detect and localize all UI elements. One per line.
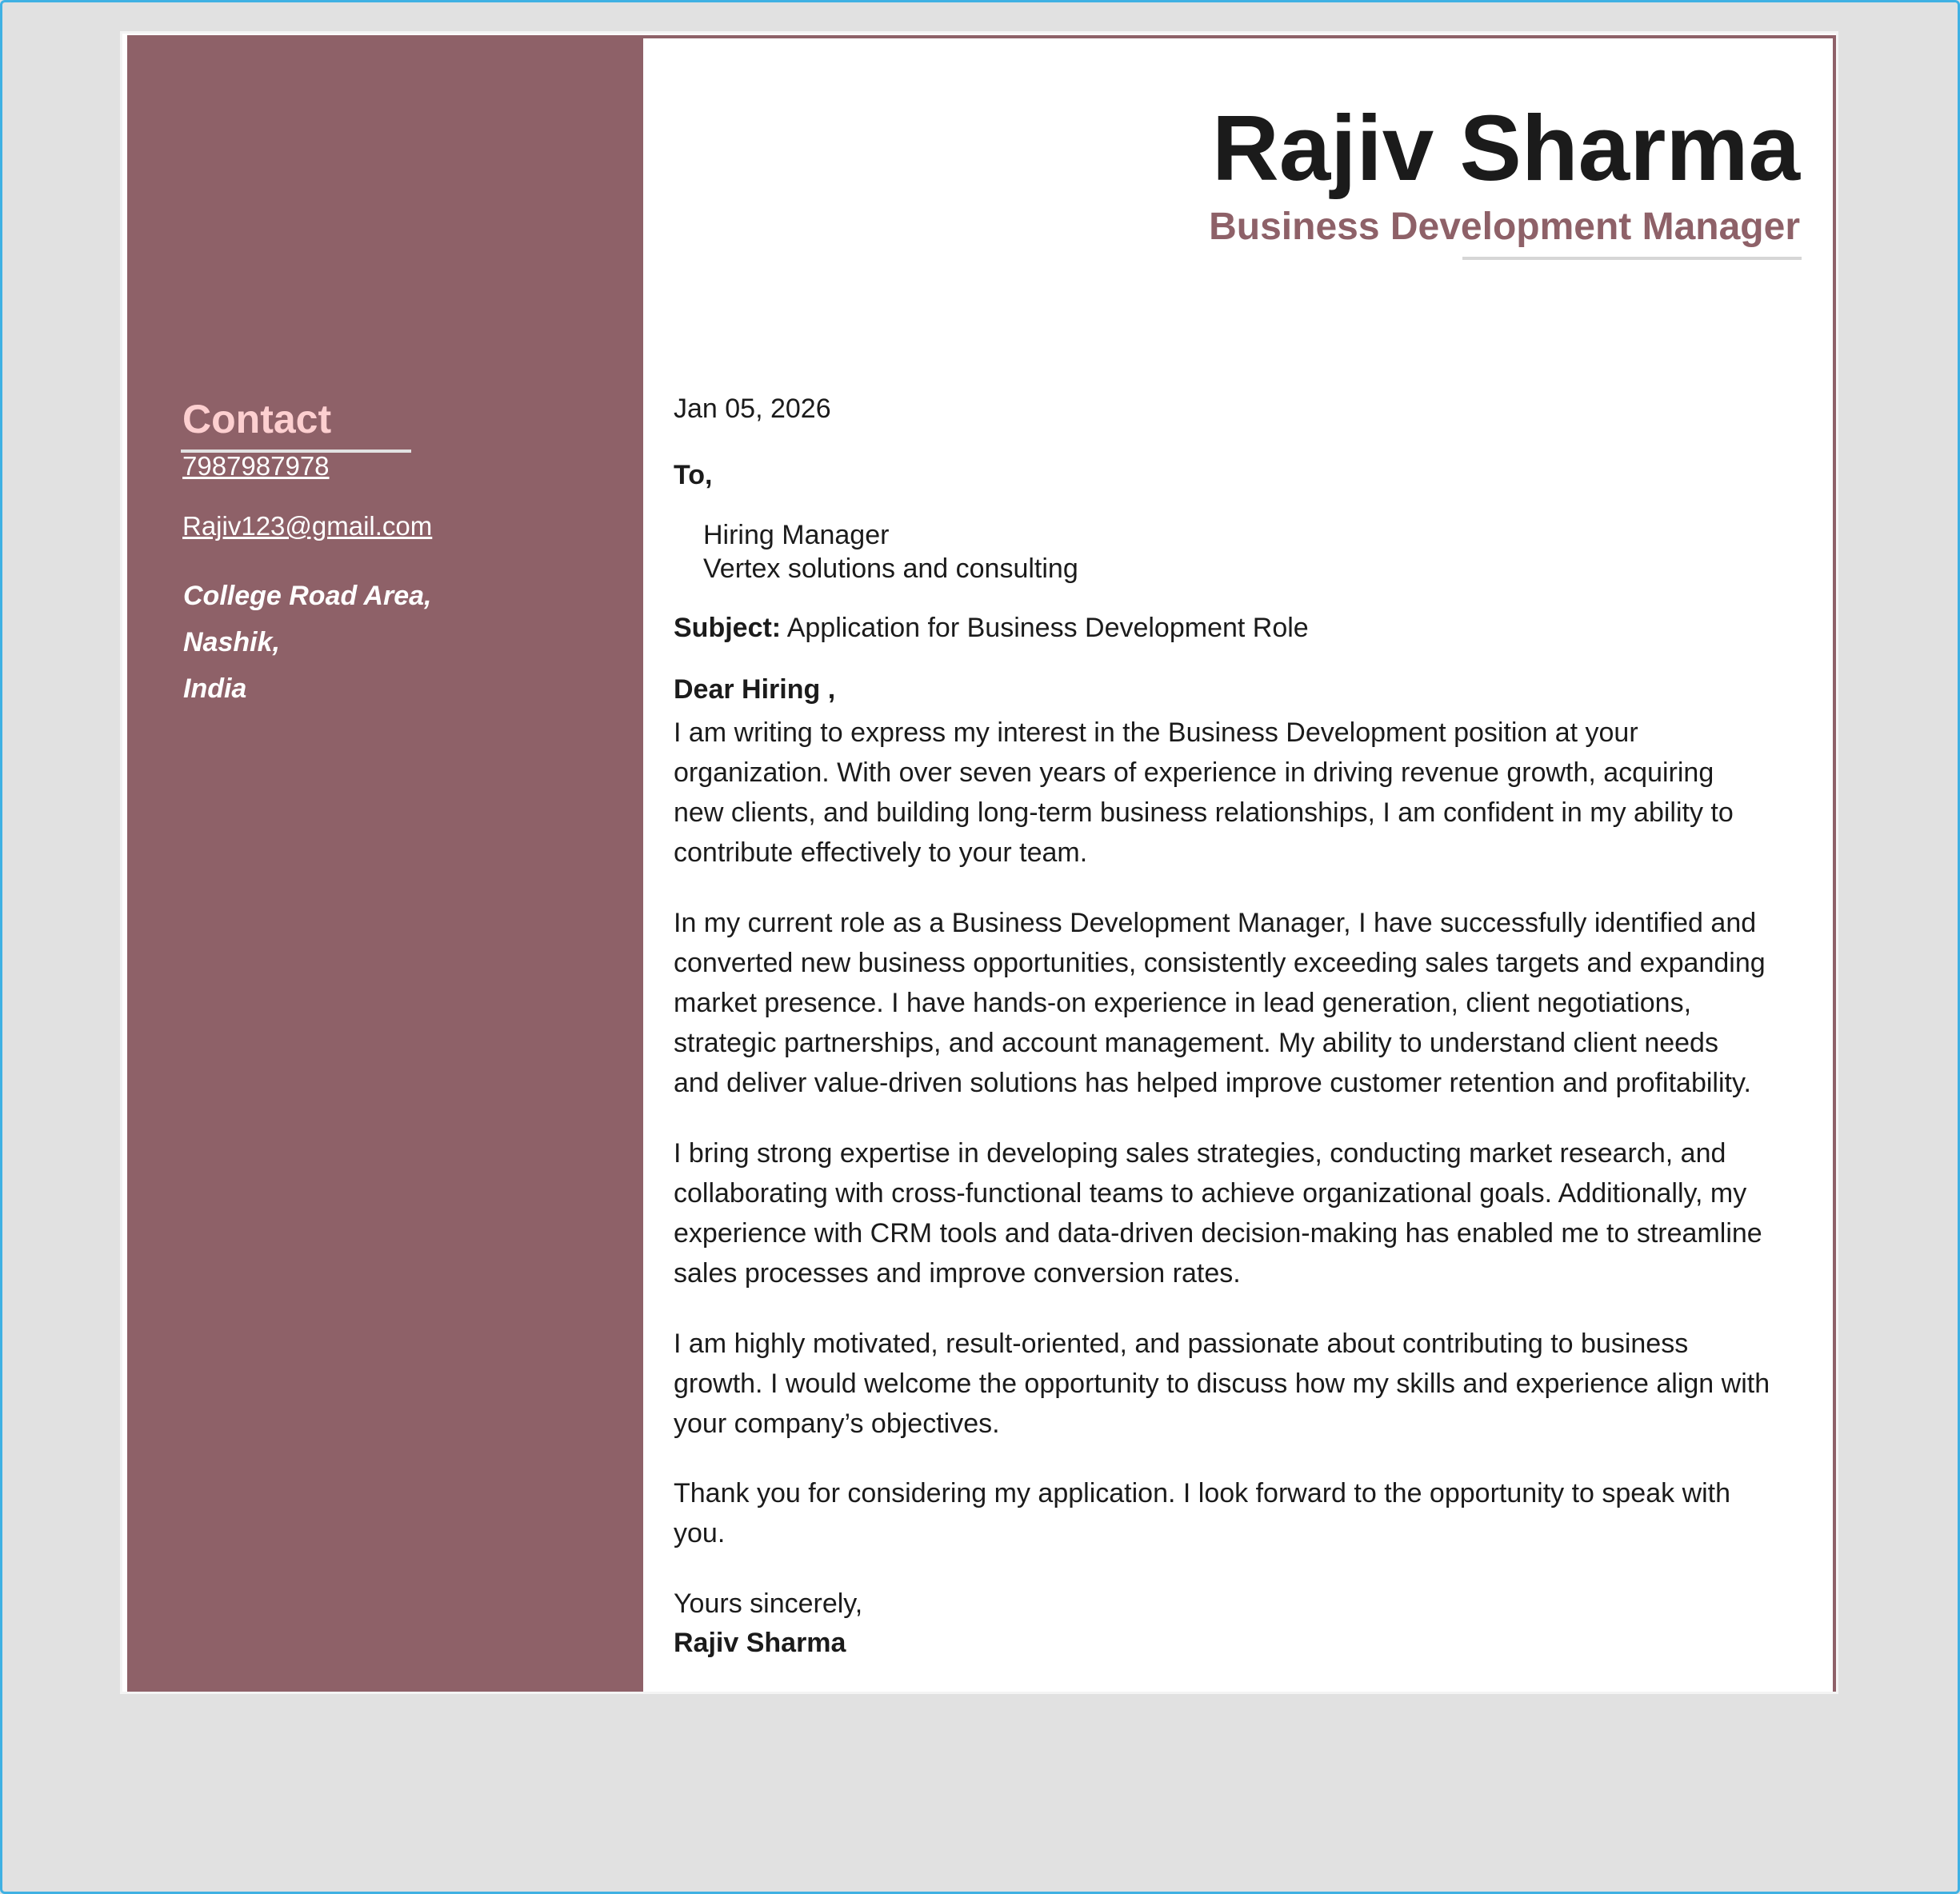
address-line-2: Nashik, [183, 627, 280, 657]
sidebar [127, 35, 643, 1692]
body-paragraph-5: Thank you for considering my application. I look forward to the opportunity to speak with you. [674, 1478, 1731, 1548]
signature: Rajiv Sharma [674, 1628, 846, 1658]
body-paragraph-4: I am highly motivated, result-oriented, and passionate about contributing to business growth. I would welcome the opportunity to discuss how my skills and experience align with your company’s objectives. [674, 1329, 1770, 1439]
letter-to: To, [674, 460, 713, 490]
body-paragraph-2: In my current role as a Business Development Manager, I have successfully identified and converted new business opportunities, consistently exceeding sales targets and expanding market presence. I have hands-on experience in lead generation, client negotiations, strategic partnerships, and account management. My ability to understand client needs and deliver value-driven solutions has helped improve customer retention and profitability. [674, 908, 1766, 1098]
title-underline [1462, 257, 1802, 260]
recipient-line-1: Hiring Manager [703, 520, 890, 550]
recipient-line-2: Vertex solutions and consulting [703, 553, 1078, 584]
letter-date: Jan 05, 2026 [674, 394, 831, 424]
email-link[interactable]: Rajiv123@gmail.com [182, 511, 433, 541]
address-line-1: College Road Area, [183, 581, 432, 611]
subject-line [674, 608, 1309, 648]
applicant-name: Rajiv Sharma [1211, 96, 1800, 200]
phone-link[interactable]: 7987987978 [182, 451, 330, 481]
body-paragraph-1: I am writing to express my interest in the Business Development position at your organization. With over seven years of experience in driving revenue growth, acquiring new clients, and building long-term business relationships, I am confident in my ability to contribute effectively to your team. [674, 717, 1734, 868]
address-line-3: India [183, 673, 247, 704]
subject-text: Application for Business Development Role [786, 613, 1309, 643]
subject-label: Subject: [674, 613, 782, 643]
salutation: Dear Hiring , [674, 674, 836, 705]
job-title: Business Development Manager [1209, 206, 1800, 248]
contact-heading: Contact [182, 397, 332, 442]
closing: Yours sincerely, [674, 1588, 863, 1619]
body-paragraph-3: I bring strong expertise in developing sales strategies, conducting market research, and collaborating with cross-functional teams to achieve organizational goals. Additionally, my experience with CRM tools and data-driven decision-making has enabled me to streamline sales processes and improve conversion rates. [674, 1138, 1762, 1289]
